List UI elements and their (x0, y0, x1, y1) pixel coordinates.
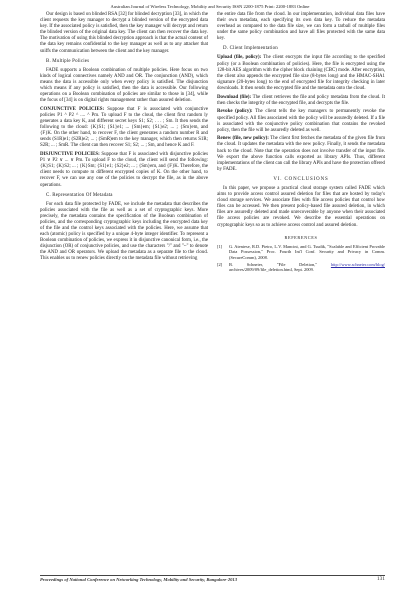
reference-text: G. Ateniese, R.D. Pietro, L.V. Mancini, and G. Tsudik, "Scalable and Efficient Provable Data Possession," Proc. Fourth Int'l Conf. Security and Privacy in Comm. (SecureComm), 2008. (229, 243, 385, 260)
reference-tail: archives/2009/09/file_deletion.html, Sept. 2009. (229, 267, 314, 273)
disjunctive-policies-paragraph (40, 152, 208, 189)
reference-body (229, 262, 385, 273)
conjunctive-policies-paragraph (40, 107, 208, 150)
download-paragraph (217, 95, 385, 107)
revoke-paragraph (217, 109, 385, 133)
reference-item (217, 244, 385, 261)
references-heading: REFERENCES (284, 234, 318, 240)
running-header: Australian Journal of Wireless Technology, Mobility and Security ISSN 2200-1875 Print: 2200-1883 Online (110, 4, 310, 9)
reference-item (217, 262, 385, 273)
section-c-heading: C. Representation Of Metadata (46, 192, 113, 198)
left-column (40, 12, 208, 265)
reference-link[interactable]: http://www.schneier.com/blog/ (330, 261, 385, 267)
conclusion-paragraph: In this paper, we propose a practical cloud storage system called FADE which aims to provide access control assured deletion for files that are hosted by today's cloud storage services. We associate files with file access policies that control how files can be accessed. We then present policy-based file assured deletion, in which files are assuredly deleted and made unrecoverable by anyone when their associated file access policies are revoked. We describe the essential operations on cryptographic keys so as to achieve access control and assured deletion. (217, 185, 385, 228)
continued-paragraph: the entire data file from the cloud. In our implementation, individual data files have their own metadata, each specifying its own data key. To reduce the metadata overhead as compared to the data file size, we can form a tarball of multiple files under the same policy combination and have all files protected with the same data key. (217, 12, 385, 42)
section-b-heading: B. Multiple Policies (46, 58, 90, 64)
upload-label: Upload (file, policy): (217, 55, 262, 61)
renew-paragraph (217, 136, 385, 173)
conjunctive-text: Suppose that F is associated with conjunctive policies P1 ^ P2 ^ .... ^ Pm. To upload F to the cloud, the client first random ly generates a data key K, and different secret keys S1; S2; . . . ; Sm. It then sends the following to the cloud: {K}S1; {S1}e1; ... {Sm}em; {S1}e2; ... ; {Sm}em, and {F}K. On the other hand, to recover F, the client generates a random number R and sends (S1R)e1; (S2R)e2; ... ; (SmR)em to the key manager, which then returns S1R; S2R; ... ; SmR. The client can then recover S1; S2; ... ; Sm, and hence K and F. (40, 106, 208, 149)
section-b-paragraph: FADE supports a Boolean combination of multiple policies. Here focus on two kinds of logical connectives namely AND and OR. The conjunction (AND), which means the data is accessible only when every policy is satisfied. The disjunction which means if any policy is satisfied, then the data is accessible. Our following operations on a Boolean combination of policies are similar to those in [34], while the focus of [34] is on digital rights management rather than assured deletion. (40, 67, 208, 104)
reference-number: [2] (217, 261, 223, 267)
revoke-text: The client tells the key managers to permanently revoke the specified policy. All files associated with the policy will be assuredly deleted. If a file is associated with the conjunctive policy combination that contains the revoked policy, then the file will be assuredly deleted as well. (217, 109, 386, 133)
download-label: Download (file): (217, 94, 252, 100)
conclusions-heading: VI. CONCLUSIONS (273, 176, 329, 182)
right-column (217, 12, 385, 274)
disjunctive-text: Suppose that F is associated with disjunctive policies P1 ∨ P2 ∨ ... ∨ Pm. To upload F to the cloud, the client will send the following: {K}S1; {K}S2; ... ; {K}Sm; {S1}e1; {S2}e2; ... ; {Sm}em, and {F}K. Therefore, the client needs to compute m different encrypted copies of K. On the other hand, to recover F, we can use any one of the policies to decrypt the file, as in the above operations. (40, 152, 208, 188)
reference-text: B. Schneier, "File Deletion," (229, 261, 331, 267)
intro-paragraph: Our design is based on blinded RSA [32] for blinded decryption [33], in which the client requests the key manager to decrypt a blinded version of the encrypted data key. If the associated policy is satisfied, then the key manager will decrypt and return the blinded version of the original data key. The client can then recover the data key. The motivation of using this blinded decryption approach is that the actual content of the data key remains confidential to the key manager as well as to any attacker that sniffs the communication between the client and the key manager. (40, 12, 208, 54)
conjunctive-label: CONJUNCTIVE POLICIES: (40, 106, 105, 112)
reference-number: [1] (217, 243, 223, 249)
page-number: 131 (376, 576, 385, 582)
revoke-label: Revoke (policy): (217, 109, 253, 115)
renew-text: The client first fetches the metadata of the given file from the cloud. It updates the metadata with the new policy. Finally, it sends the metadata back to the cloud. Note that the operation does not involve transfer of the input file. We export the above function calls exported as library APIs. Thus, different implementations of the client can call the library APIs and have the protection offered by FADE. (217, 136, 385, 172)
page-footer (40, 577, 385, 587)
upload-text: The client encrypts the input file according to the specified policy (or a Boolean combination of policies). Here, the file is encrypted using the 128-bit AES algorithm with the cipher block chaining (CBC) mode. After encryption, the client also appends the encrypted file size (8-bytes long) and the HMAC-SHA1 signature (20-bytes long) to the end of encrypted file for integrity checking in later downloads. It then sends the encrypted file and the metadata onto the cloud. (217, 55, 385, 91)
disjunctive-label: DISJUNCTIVE POLICIES: (40, 152, 100, 158)
footer-divider (40, 575, 385, 576)
section-d-heading: D. Client Implementation (223, 46, 278, 52)
section-c-paragraph: For each data file protected by FADE, we include the metadata that describes the policies associated with the file as well as a set of cryptographic keys. More precisely, the metadata contains the specification of the Boolean combination of policies, and the corresponding cryptographic keys including the encrypted data key of the file and the control keys associated with the policies. Here, we assume that each (atomic) policy is specified by a unique 4-byte integer identifier. To represent a Boolean combination of policies, we express it in disjunctive canonical form, i.e., the disjunction (OR) of conjunctive policies, and use the characters "/" and "~" to denote the AND and OR operators. We upload the metadata as a separate file to the cloud. This enables us to renew policies directly on the metadata file without retrieving (40, 201, 208, 262)
upload-paragraph (217, 55, 385, 92)
footer-proceedings-text: Proceedings of National Conference on Networking Technology, Mobility and Security, Bangalore-2013 (40, 577, 238, 582)
renew-label: Renew (file, new policy): (217, 136, 269, 142)
download-text: The client retrieves the file and policy metadata from the cloud. It then checks the integrity of the encrypted file, and decrypts the file. (217, 94, 385, 106)
